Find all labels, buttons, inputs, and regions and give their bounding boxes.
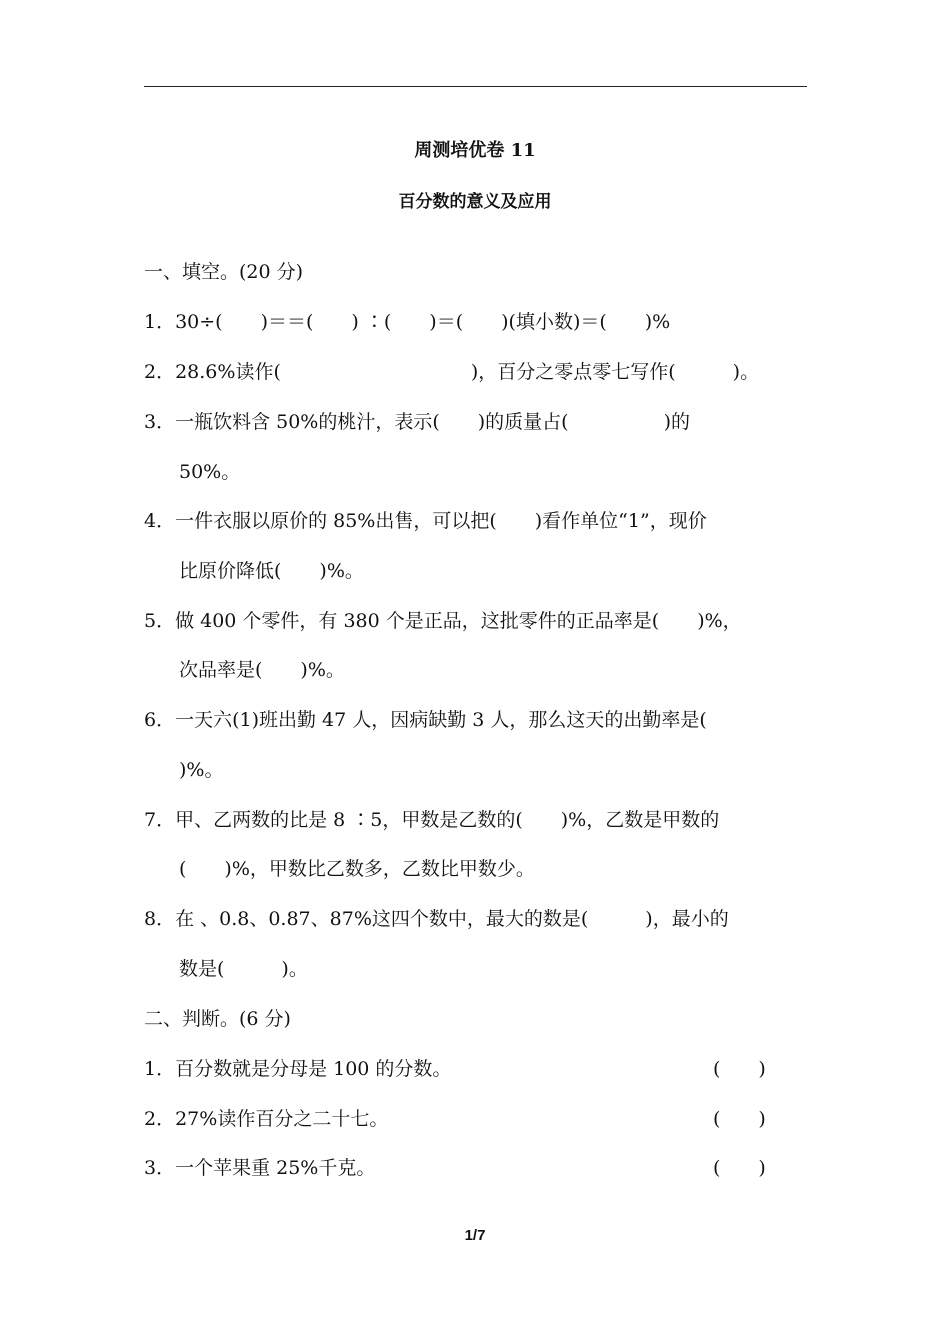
question-8-line1: 8．在 、0.8、0.87、87%这四个数中，最大的数是( )，最小的 (144, 908, 729, 930)
question-4-line1: 4．一件衣服以原价的 85%出售，可以把( )看作单位“1”，现价 (144, 510, 707, 532)
section2-heading: 二、判断。(6 分) (144, 1008, 291, 1030)
judge-answer-2[interactable]: ( ) (713, 1108, 766, 1130)
question-6-line2: )%。 (179, 759, 224, 781)
page-number: 1/7 (464, 1227, 486, 1244)
judge-item-3: 3．一个苹果重 25%千克。 (144, 1157, 376, 1179)
question-3-line2: 50%。 (179, 461, 241, 483)
question-6-line1: 6．一天六(1)班出勤 47 人，因病缺勤 3 人，那么这天的出勤率是( (144, 709, 707, 731)
judge-item-1: 1．百分数就是分母是 100 的分数。 (144, 1058, 452, 1080)
question-3-line1: 3．一瓶饮料含 50%的桃汁，表示( )的质量占( )的 (144, 411, 691, 433)
judge-item-2: 2．27%读作百分之二十七。 (144, 1108, 389, 1130)
question-7-line2: ( )%，甲数比乙数多，乙数比甲数少。 (179, 858, 535, 880)
judge-answer-1[interactable]: ( ) (713, 1058, 766, 1080)
question-5-line2: 次品率是( )%。 (179, 659, 345, 681)
question-4-line2: 比原价降低( )%。 (179, 560, 364, 582)
page-title: 周测培优卷 11 (414, 140, 536, 161)
judge-answer-3[interactable]: ( ) (713, 1157, 766, 1179)
section1-heading: 一、填空。(20 分) (144, 261, 304, 283)
question-5-line1: 5．做 400 个零件，有 380 个是正品，这批零件的正品率是( )%， (144, 610, 742, 632)
question-7-line1: 7．甲、乙两数的比是 8 ∶5，甲数是乙数的( )%，乙数是甲数的 (144, 809, 720, 831)
question-1: 1．30÷( )＝＝( ) ∶( )＝( )(填小数)＝( )% (144, 311, 671, 333)
page-subtitle: 百分数的意义及应用 (398, 192, 552, 212)
question-8-line2: 数是( )。 (179, 958, 308, 980)
header-rule (144, 86, 807, 87)
question-2: 2．28.6%读作( )，百分之零点零七写作( )。 (144, 361, 760, 383)
